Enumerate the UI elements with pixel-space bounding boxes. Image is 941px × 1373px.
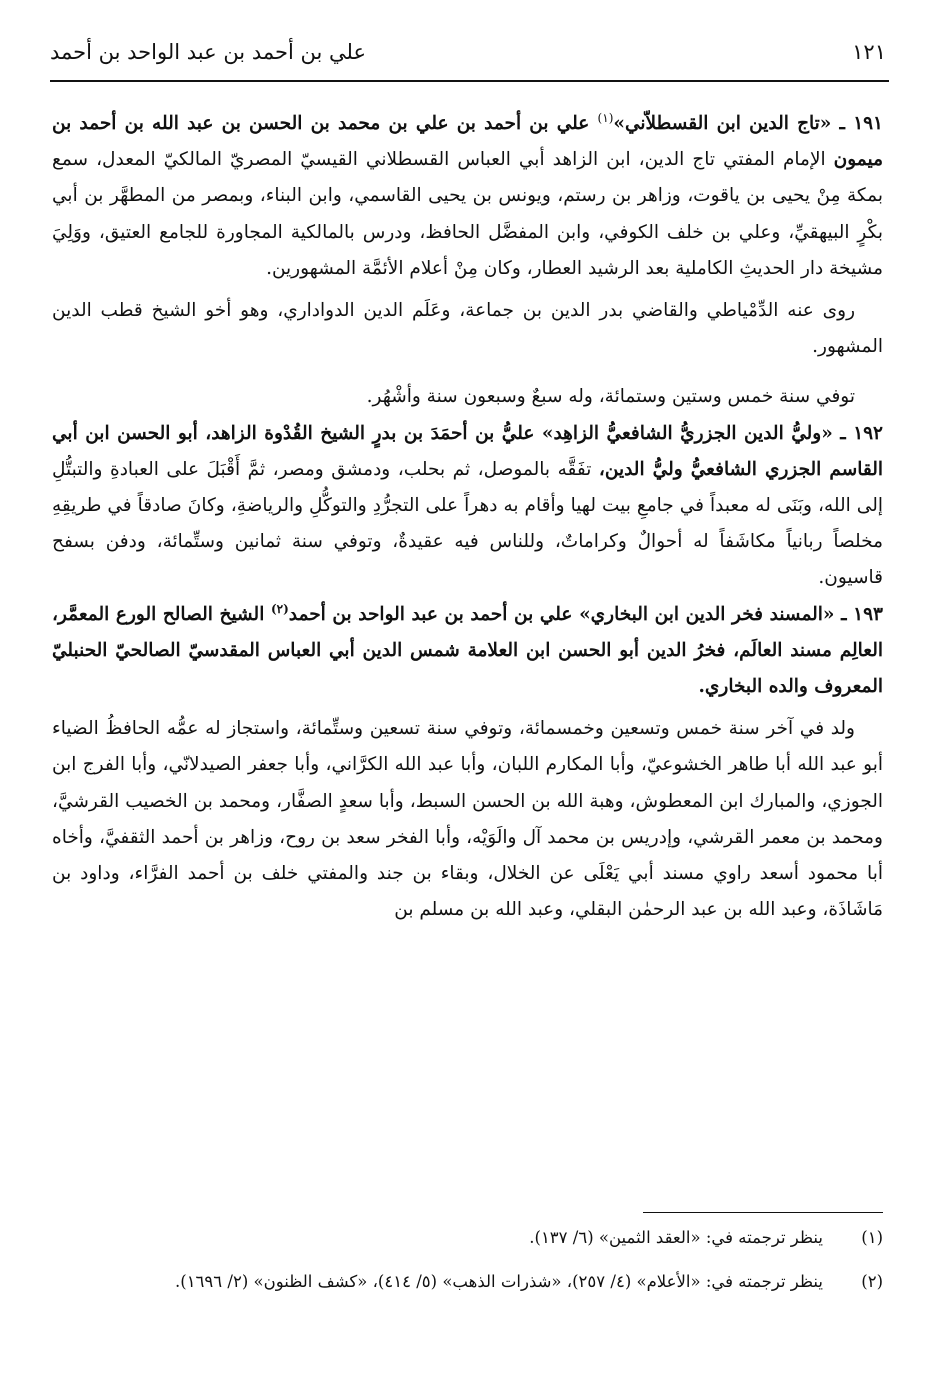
footnote-1 — [50, 1226, 883, 1250]
footnote-2-text: ينظر ترجمته في: «الأعلام» (٤/ ٢٥٧)، «شذرات الذهب» (٥/ ٤١٤)، «كشف الظنون» (٢/ ١٦٩٦). — [175, 1272, 823, 1291]
entry-192 — [52, 416, 883, 597]
footnote-ref-2: (٢) — [270, 601, 289, 616]
footnote-1-number: (١) — [861, 1228, 883, 1247]
footnote-2 — [50, 1270, 883, 1294]
entry-191-death: توفي سنة خمس وستين وستمائة، وله سبعٌ وسبعون سنة وأشْهُر. — [366, 386, 855, 408]
header-divider — [50, 80, 889, 82]
footnote-1-text: ينظر ترجمته في: «العقد الثمين» (٦/ ١٣٧). — [529, 1228, 823, 1247]
entry-193-heading: ١٩٣ ـ «المسند فخر الدين ابن البخاري» علي بن أحمد بن عبد الواحد بن أحمد — [288, 603, 883, 625]
entry-192-heading: ١٩٢ ـ «وليُّ الدين الجزريُّ الشافعيُّ الزاهِد» عليُّ بن أحمَدَ بن بدرٍ الشيخ القُدْوة الزاهد، أبو الحسن ابن أبي القاسم الجزري الشافعيُّ وليُّ الدين، — [52, 422, 883, 480]
running-title: علي بن أحمد بن عبد الواحد بن أحمد — [50, 40, 366, 64]
main-text — [52, 106, 883, 928]
page-number: ١٢١ — [852, 40, 886, 64]
footnotes — [50, 1226, 883, 1314]
footnote-divider — [643, 1212, 883, 1213]
footnote-ref-1: (١) — [597, 110, 614, 125]
entry-191-text: الإمام المفتي تاج الدين، ابن الزاهد أبي العباس القسطلاني القيسيّ المصريّ المالكيّ المعدل، سمع بمكة مِنْ يحيى بن ياقوت، وزاهر بن رستم، ويونس بن يحيى القاسمي، وابن البناء، وبمصر من المطهَّر بن أبي بكْرٍ البيهقيِّ، وعلي بن خلف الكوفي، وابن المفضَّل الحافظ، ودرس بالمالكية المجاورة للجامع العتيق، ووَلِيَ مشيخة دار الحديثِ الكاملية بعد الرشيد العطار، وكان مِنْ أعلام الأئمَّة المشهورين. — [52, 149, 883, 279]
footnote-2-number: (٢) — [861, 1272, 883, 1291]
entry-193-text: ولد في آخر سنة خمس وتسعين وخمسمائة، وتوفي سنة تسعين وستِّمائة، واستجاز له عمُّه الحافظُ الضياء أبو عبد الله أبا طاهر الخشوعيّ، وأبا المكارم اللبان، وأبا عبد الله الكرَّاني، وأبا جعفر الصيدلانّي، وأبا الفرج ابن الجوزي، والمبارك ابن المعطوش، وهبة الله بن الحسن السبط، وأبا سعدٍ الصفَّار، ومحمد بن الخصيب القرشيَّ، ومحمد بن معمر القرشي، وإدريس بن محمد آل والَوَيْه، وأبا الفخر سعد بن روح، وزاهر بن أحمد الثقفيَّ، وأخاه أبا محمود أسعد راوي مسند أبي يَعْلَى عن الخلال، وبقاء بن جند والمفتي خلف بن أحمد الفرَّاء، وداود بن مَاشَاذَة، وعبد الله بن عبد الرحمٰن البقلي، وعبد الله بن مسلم بن — [52, 718, 883, 921]
running-header — [50, 30, 886, 74]
entry-191-narrators: روى عنه الدِّمْياطي والقاضي بدر الدين بن جماعة، وعَلَم الدين الدواداري، وهو أخو الشيخ قطب الدين المشهور. — [52, 300, 883, 358]
entry-193-heading-rest: الشيخ الصالح الورع المعمَّر، العالِم مسند العالَم، فخرُ الدين أبو الحسن ابن العلامة شمس الدين أبي العباس المقدسيّ الصالحيّ الحنبليّ المعروف والده البخاري. — [52, 603, 883, 698]
entry-191-heading: ١٩١ ـ «تاج الدين ابن القسطلاّني» — [613, 113, 883, 134]
entry-193-heading-para — [52, 597, 883, 706]
entry-191 — [52, 106, 883, 287]
entry-191-heading-rest: علي بن أحمد بن علي بن محمد بن الحسن بن عبد الله بن أحمد بن ميمون — [52, 113, 883, 171]
entry-192-text: تفَقَّه بالموصل، ثم بحلب، ودمشق ومصر، ثمَّ أَقْبَلَ على العبادةِ والتبتُّلِ إلى الله، وبَنَى له معبداً في جامعِ بيت لهيا وأقام به دهراً على التجرُّدِ والتوكُّلِ والرياضةِ، وكانَ صادقاً في طريقِهِ مخلصاً ربانياً مكاشَفاً له أحوالٌ وكراماتٌ، وللناس فيه عقيدةٌ، وتوفي سنة ثمانين وستِّمائة، ودفن بسفح قاسيون. — [52, 458, 883, 589]
